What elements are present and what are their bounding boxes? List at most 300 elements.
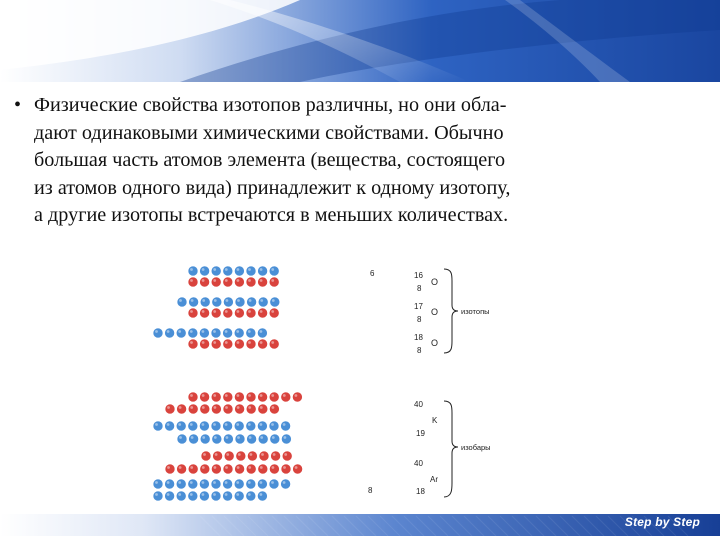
proton-ball	[200, 339, 210, 349]
isobars-bottom-number: 8	[368, 486, 373, 495]
nucleon-highlight	[272, 299, 275, 302]
neutron-ball	[165, 328, 175, 338]
nucleon-highlight	[225, 423, 228, 426]
neutron-ball	[246, 421, 256, 431]
nucleon-highlight	[215, 453, 218, 456]
neutron-ball	[165, 491, 175, 501]
neutron-ball	[258, 266, 268, 276]
proton-ball	[246, 404, 256, 414]
nucleon-highlight	[283, 481, 286, 484]
neutron-ball	[177, 297, 187, 307]
nucleon-highlight	[225, 466, 228, 469]
neutron-ball	[211, 479, 221, 489]
neutron-ball	[200, 297, 210, 307]
proton-ball	[269, 339, 279, 349]
proton-ball	[200, 277, 210, 287]
proton-ball	[188, 464, 198, 474]
nucleon-highlight	[237, 279, 240, 282]
nucleon-highlight	[237, 466, 240, 469]
neutron-ball	[199, 491, 209, 501]
proton-ball	[269, 392, 279, 402]
nucleon-highlight	[260, 466, 263, 469]
neutron-ball	[269, 266, 279, 276]
nucleon-highlight	[271, 394, 274, 397]
nucleon-highlight	[226, 453, 229, 456]
nucleon-highlight	[236, 423, 239, 426]
nucleon-highlight	[271, 310, 274, 313]
nucleon-highlight	[238, 453, 241, 456]
neutron-ball	[176, 328, 186, 338]
proton-ball	[258, 404, 268, 414]
neutron-ball	[153, 479, 163, 489]
nucleon-highlight	[191, 436, 194, 439]
text-line: а другие изотопы встречаются в меньших количествах.	[34, 204, 509, 226]
nucleon-highlight	[225, 268, 228, 271]
neutron-ball	[234, 491, 244, 501]
nucleon-highlight	[225, 481, 228, 484]
nucleon-highlight	[190, 394, 193, 397]
neutron-ball	[212, 297, 222, 307]
proton-ball	[246, 392, 256, 402]
nucleon-highlight	[167, 330, 170, 333]
proton-ball	[293, 464, 303, 474]
nucleon-highlight	[202, 310, 205, 313]
bullet-paragraph	[14, 92, 704, 230]
neutron-ball	[257, 421, 267, 431]
nucleon-highlight	[248, 330, 251, 333]
nucleon-highlight	[190, 466, 193, 469]
proton-ball	[165, 404, 175, 414]
proton-ball	[269, 308, 279, 318]
nucleon-highlight	[260, 481, 263, 484]
nucleon-highlight	[236, 481, 239, 484]
neutron-ball	[269, 421, 279, 431]
neutron-ball	[281, 421, 291, 431]
nucleon-highlight	[226, 436, 229, 439]
proton-ball	[269, 464, 279, 474]
proton-ball	[269, 404, 279, 414]
nucleon-highlight	[202, 481, 205, 484]
nucleon-highlight	[179, 466, 182, 469]
proton-ball	[281, 464, 291, 474]
nucleon-highlight	[167, 406, 170, 409]
proton-ball	[224, 451, 234, 461]
nucleon-highlight	[190, 268, 193, 271]
proton-ball	[258, 277, 268, 287]
proton-ball	[246, 277, 256, 287]
nucleon-highlight	[213, 310, 216, 313]
proton-ball	[211, 277, 221, 287]
proton-ball	[223, 339, 233, 349]
nucleon-highlight	[202, 406, 205, 409]
proton-ball	[223, 277, 233, 287]
nucleon-highlight	[260, 423, 263, 426]
nucleon-highlight	[261, 453, 264, 456]
neutron-ball	[188, 491, 198, 501]
nucleon-highlight	[272, 436, 275, 439]
neutron-ball	[199, 328, 209, 338]
nucleon-highlight	[202, 268, 205, 271]
neutron-ball	[257, 491, 267, 501]
neutron-ball	[153, 328, 163, 338]
proton-ball	[177, 464, 187, 474]
neutron-ball	[234, 421, 244, 431]
proton-ball	[258, 339, 268, 349]
neutron-ball	[223, 434, 233, 444]
neutron-ball	[235, 297, 245, 307]
nucleon-highlight	[225, 493, 228, 496]
neutron-ball	[189, 434, 199, 444]
nucleon-highlight	[155, 423, 158, 426]
nucleon-highlight	[248, 279, 251, 282]
neutron-ball	[176, 421, 186, 431]
neutron-ball	[165, 479, 175, 489]
nucleon-highlight	[248, 310, 251, 313]
nucleon-highlight	[249, 299, 252, 302]
neutron-ball	[188, 328, 198, 338]
nucleon-highlight	[248, 394, 251, 397]
nucleon-highlight	[237, 310, 240, 313]
proton-ball	[211, 339, 221, 349]
nucleon-highlight	[236, 493, 239, 496]
nucleon-highlight	[271, 279, 274, 282]
nucleon-highlight	[237, 341, 240, 344]
proton-ball	[188, 339, 198, 349]
nucleon-highlight	[295, 466, 298, 469]
nucleon-highlight	[237, 406, 240, 409]
nucleon-highlight	[213, 493, 216, 496]
neutron-ball	[165, 421, 175, 431]
nucleon-highlight	[225, 330, 228, 333]
proton-ball	[269, 277, 279, 287]
neutron-ball	[281, 434, 291, 444]
neutron-ball	[188, 421, 198, 431]
neutron-ball	[247, 297, 257, 307]
proton-ball	[235, 404, 245, 414]
nucleon-highlight	[202, 299, 205, 302]
proton-ball	[236, 451, 246, 461]
neutron-ball	[235, 434, 245, 444]
nucleon-highlight	[214, 436, 217, 439]
nucleon-highlight	[226, 299, 229, 302]
nucleon-highlight	[248, 481, 251, 484]
nucleon-highlight	[271, 481, 274, 484]
nucleon-highlight	[271, 341, 274, 344]
nucleon-highlight	[202, 423, 205, 426]
nucleon-highlight	[248, 466, 251, 469]
neutron-ball	[223, 266, 233, 276]
neutron-ball	[211, 421, 221, 431]
nucleon-highlight	[248, 268, 251, 271]
proton-ball	[211, 464, 221, 474]
proton-ball	[200, 308, 210, 318]
nucleon-highlight	[202, 341, 205, 344]
neutron-ball	[281, 479, 291, 489]
proton-ball	[200, 404, 210, 414]
nucleon-highlight	[167, 423, 170, 426]
nucleon-highlight	[191, 299, 194, 302]
mass-number: 16	[414, 271, 423, 280]
nuclei-diagram	[146, 261, 512, 505]
nucleon-highlight	[179, 436, 182, 439]
brand-logo: Step by Step	[624, 515, 700, 529]
nucleon-highlight	[155, 481, 158, 484]
atomic-number: 19	[416, 429, 425, 438]
nucleon-highlight	[213, 330, 216, 333]
nucleon-highlight	[237, 436, 240, 439]
nucleon-highlight	[202, 436, 205, 439]
proton-ball	[271, 451, 281, 461]
nucleon-highlight	[190, 493, 193, 496]
nucleon-highlight	[272, 466, 275, 469]
nucleon-highlight	[260, 406, 263, 409]
neutron-ball	[176, 491, 186, 501]
mass-number: 17	[414, 302, 423, 311]
neutron-ball	[188, 479, 198, 489]
neutron-ball	[246, 328, 256, 338]
proton-ball	[211, 308, 221, 318]
proton-ball	[200, 392, 210, 402]
element-symbol: Ar	[430, 475, 438, 484]
proton-ball	[223, 392, 233, 402]
neutron-ball	[188, 266, 198, 276]
neutron-ball	[269, 479, 279, 489]
nucleon-highlight	[248, 341, 251, 344]
nucleon-highlight	[214, 406, 217, 409]
proton-ball	[258, 392, 268, 402]
proton-ball	[177, 404, 187, 414]
proton-ball	[282, 451, 292, 461]
neutron-ball	[246, 479, 256, 489]
element-symbol: O	[431, 307, 439, 317]
nucleon-highlight	[190, 330, 193, 333]
proton-ball	[188, 277, 198, 287]
mass-number: 18	[414, 333, 423, 342]
nucleon-highlight	[260, 341, 263, 344]
neutron-ball	[223, 297, 233, 307]
element-symbol: K	[432, 416, 438, 425]
atomic-number: 8	[417, 315, 422, 324]
nuclei-figure	[146, 261, 512, 505]
nucleon-highlight	[225, 279, 228, 282]
footer-banner	[0, 510, 720, 540]
nucleon-highlight	[260, 493, 263, 496]
nucleon-highlight	[178, 330, 181, 333]
proton-ball	[234, 277, 244, 287]
mass-number: 40	[414, 459, 423, 468]
nucleon-highlight	[295, 394, 298, 397]
neutron-ball	[246, 491, 256, 501]
proton-ball	[188, 308, 198, 318]
neutron-ball	[211, 266, 221, 276]
atomic-number: 18	[416, 487, 425, 496]
nucleon-highlight	[179, 406, 182, 409]
neutron-ball	[247, 434, 257, 444]
proton-ball	[246, 308, 256, 318]
nucleon-highlight	[214, 299, 217, 302]
nucleon-highlight	[225, 394, 228, 397]
neutron-ball	[234, 479, 244, 489]
proton-ball	[259, 451, 269, 461]
nucleon-highlight	[225, 406, 228, 409]
proton-ball	[188, 392, 198, 402]
nucleon-highlight	[260, 279, 263, 282]
nucleon-highlight	[190, 423, 193, 426]
proton-ball	[213, 451, 223, 461]
nucleon-highlight	[167, 493, 170, 496]
nucleon-highlight	[248, 423, 251, 426]
neutron-ball	[223, 491, 233, 501]
neutron-ball	[211, 328, 221, 338]
proton-ball	[258, 464, 268, 474]
neutron-ball	[199, 421, 209, 431]
neutron-ball	[212, 434, 222, 444]
proton-ball	[223, 464, 233, 474]
neutron-ball	[200, 266, 210, 276]
nucleon-highlight	[179, 299, 182, 302]
neutron-ball	[153, 491, 163, 501]
neutron-ball	[223, 479, 233, 489]
nucleon-highlight	[260, 330, 263, 333]
nucleon-highlight	[214, 466, 217, 469]
text-line: из атомов одного вида) принадлежит к одному изотопу,	[34, 176, 511, 199]
proton-ball	[235, 464, 245, 474]
proton-ball	[234, 308, 244, 318]
nucleon-highlight	[213, 481, 216, 484]
nucleon-highlight	[271, 268, 274, 271]
header-banner	[0, 0, 720, 82]
nucleon-highlight	[271, 423, 274, 426]
isotopes-top-number: 6	[370, 269, 375, 278]
isobars-label: изобары	[461, 443, 491, 452]
nucleon-highlight	[260, 310, 263, 313]
nucleon-highlight	[213, 341, 216, 344]
neutron-ball	[200, 434, 210, 444]
nucleon-highlight	[167, 466, 170, 469]
neutron-ball	[258, 434, 268, 444]
proton-ball	[223, 404, 233, 414]
nucleon-highlight	[190, 310, 193, 313]
neutron-ball	[189, 297, 199, 307]
proton-ball	[292, 392, 302, 402]
neutron-ball	[270, 434, 280, 444]
nucleon-highlight	[283, 466, 286, 469]
proton-ball	[188, 404, 198, 414]
proton-ball	[234, 392, 244, 402]
nucleon-highlight	[167, 481, 170, 484]
proton-ball	[258, 308, 268, 318]
atomic-number: 8	[417, 284, 422, 293]
neutron-ball	[176, 479, 186, 489]
neutron-ball	[258, 297, 268, 307]
neutron-ball	[153, 421, 163, 431]
neutron-ball	[211, 491, 221, 501]
proton-ball	[165, 464, 175, 474]
neutron-ball	[270, 297, 280, 307]
nucleon-highlight	[202, 279, 205, 282]
nucleon-highlight	[178, 423, 181, 426]
neutron-ball	[223, 421, 233, 431]
nucleon-highlight	[249, 436, 252, 439]
text-line: дают одинаковыми химическими свойствами. Обычно	[34, 121, 504, 144]
nucleon-highlight	[260, 436, 263, 439]
nucleon-highlight	[190, 406, 193, 409]
proton-ball	[223, 308, 233, 318]
nucleon-highlight	[284, 436, 287, 439]
text-line: большая часть атомов элемента (вещества, состоящего	[34, 149, 506, 171]
nucleon-highlight	[250, 453, 253, 456]
nucleon-highlight	[283, 394, 286, 397]
nucleon-highlight	[213, 394, 216, 397]
nucleon-highlight	[237, 394, 240, 397]
nucleon-highlight	[260, 299, 263, 302]
nucleon-highlight	[248, 493, 251, 496]
mass-number: 40	[414, 400, 423, 409]
nucleon-highlight	[202, 466, 205, 469]
nucleon-highlight	[202, 330, 205, 333]
nucleon-highlight	[155, 493, 158, 496]
proton-ball	[234, 339, 244, 349]
neutron-ball	[257, 479, 267, 489]
nucleon-highlight	[260, 394, 263, 397]
nucleon-highlight	[155, 330, 158, 333]
nucleon-highlight	[225, 341, 228, 344]
nucleon-highlight	[225, 310, 228, 313]
nucleon-highlight	[273, 453, 276, 456]
nucleon-highlight	[236, 330, 239, 333]
neutron-ball	[223, 328, 233, 338]
proton-ball	[211, 392, 221, 402]
atomic-number: 8	[417, 346, 422, 355]
element-symbol: O	[431, 338, 439, 348]
nucleon-highlight	[202, 394, 205, 397]
neutron-ball	[234, 266, 244, 276]
proton-ball	[200, 464, 210, 474]
footer-stripe-graphic	[0, 510, 720, 540]
nucleon-highlight	[190, 341, 193, 344]
nucleon-highlight	[213, 279, 216, 282]
text-line: Физические свойства изотопов различны, но они обла-	[34, 94, 507, 116]
neutron-ball	[246, 266, 256, 276]
nucleon-highlight	[237, 299, 240, 302]
nucleon-highlight	[178, 493, 181, 496]
proton-ball	[246, 339, 256, 349]
nucleon-highlight	[203, 453, 206, 456]
neutron-ball	[177, 434, 187, 444]
nucleon-highlight	[284, 453, 287, 456]
nucleon-highlight	[260, 268, 263, 271]
neutron-ball	[234, 328, 244, 338]
proton-ball	[247, 451, 257, 461]
nucleon-highlight	[283, 423, 286, 426]
nucleon-highlight	[178, 481, 181, 484]
nucleon-highlight	[202, 493, 205, 496]
proton-ball	[281, 392, 291, 402]
nucleon-highlight	[213, 268, 216, 271]
proton-ball	[211, 404, 221, 414]
proton-ball	[246, 464, 256, 474]
nucleon-highlight	[237, 268, 240, 271]
bullet-dot: •	[14, 94, 22, 116]
nucleon-highlight	[272, 406, 275, 409]
neutron-ball	[257, 328, 267, 338]
neutron-ball	[199, 479, 209, 489]
isotopes-label: изотопы	[461, 307, 490, 316]
header-swoosh-graphic	[0, 0, 720, 82]
nucleon-highlight	[190, 279, 193, 282]
proton-ball	[201, 451, 211, 461]
nucleon-highlight	[213, 423, 216, 426]
